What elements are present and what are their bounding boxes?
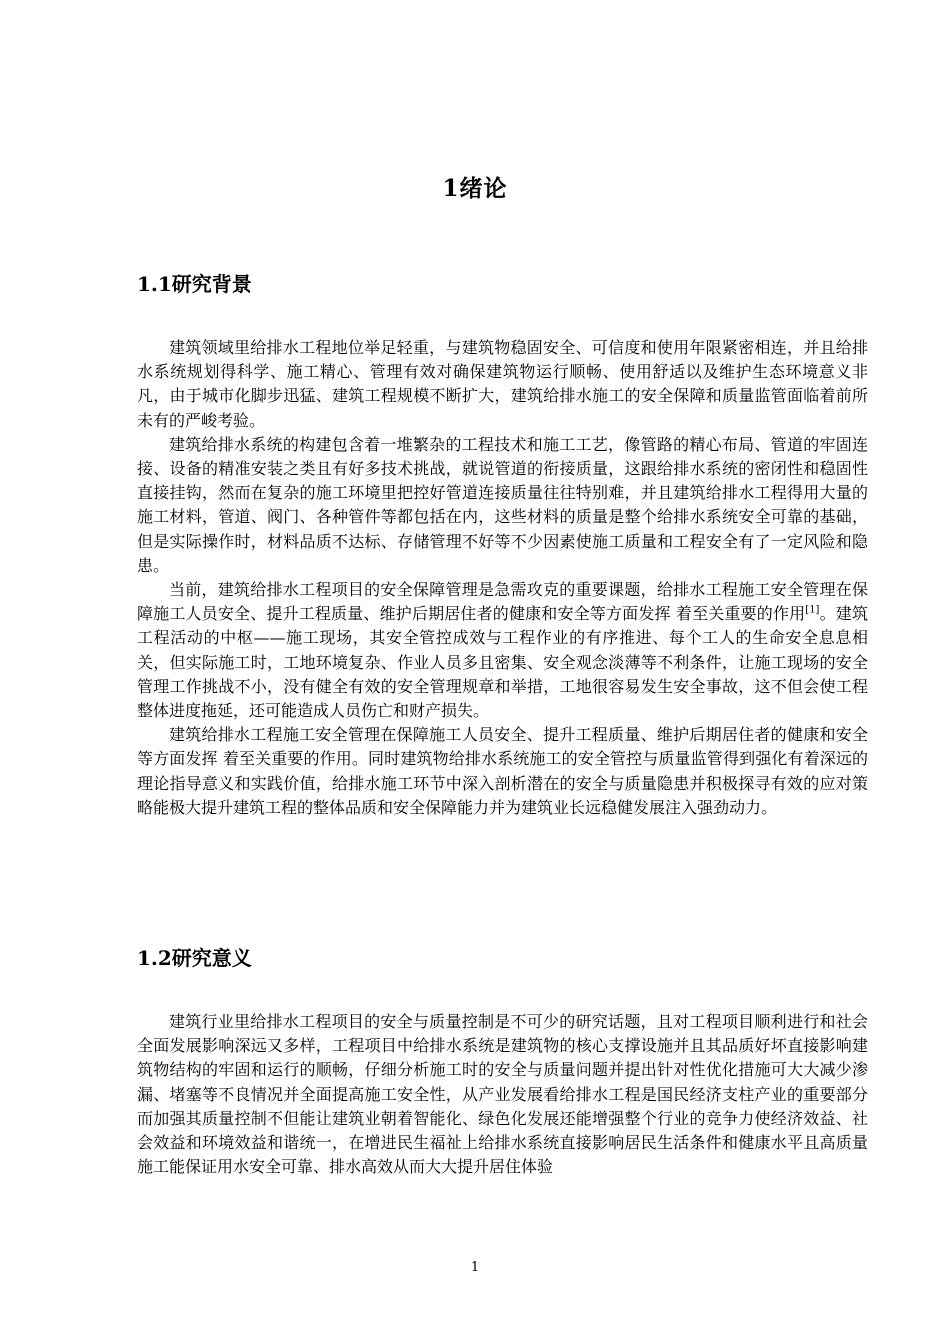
paragraph-text: 当前，建筑给排水工程项目的安全保障管理是急需攻克的重要课题，给排水工程施工安全管理在保障施工人员安全、提升工程质量、维护后期居住者的健康和安全等方面发挥 着至关重要的作用: [137, 580, 868, 624]
section-body-background: [137, 336, 868, 820]
citation-ref: [1]: [805, 604, 820, 616]
paragraph: 建筑给排水系统的构建包含着一堆繁杂的工程技术和施工工艺，像管路的精心布局、管道的牢固连接、设备的精准安装之类且有好多技术挑战，就说管道的衔接质量，这跟给排水系统的密闭性和稳固性直接挂钩，然而在复杂的施工环境里把控好管道连接质量往往特别难，并且建筑给排水工程得用大量的施工材料，管道、阀门、各种管件等都包括在内，这些材料的质量是整个给排水系统安全可靠的基础，但是实际操作时，材料品质不达标、存储管理不好等不少因素使施工质量和工程安全有了一定风险和隐患。: [137, 434, 868, 575]
paragraph: 建筑给排水工程施工安全管理在保障施工人员安全、提升工程质量、维护后期居住者的健康和安全等方面发挥 着至关重要的作用。同时建筑物给排水系统施工的安全管控与质量监管得到强化有着深远的理论指导意义和实践价值，给排水施工环节中深入剖析潜在的安全与质量隐患并积极探寻有效的应对策略能极大提升建筑工程的整体品质和安全保障能力并为建筑业长远稳健发展注入强劲动力。: [137, 725, 868, 817]
section-heading-significance: 1.2研究意义: [137, 946, 252, 970]
section-heading-background: 1.1研究背景: [137, 272, 252, 296]
chapter-title: 1绪论: [442, 175, 508, 202]
paragraph: 建筑领域里给排水工程地位举足轻重，与建筑物稳固安全、可信度和使用年限紧密相连，并且给排水系统规划得科学、施工精心、管理有效对确保建筑物运行顺畅、使用舒适以及维护生态环境意义非凡，由于城市化脚步迅猛、建筑工程规模不断扩大，建筑给排水施工的安全保障和质量监管面临着前所未有的严峻考验。: [137, 338, 868, 430]
paragraph-with-citation: [137, 578, 868, 723]
section-body-significance: [137, 1010, 868, 1179]
paragraph-text: 。建筑工程活动的中枢——施工现场，其安全管控成效与工程作业的有序推进、每个工人的生命安全息息相关，但实际施工时，工地环境复杂、作业人员多且密集、安全观念淡薄等不利条件，让施工现场的安全管理工作挑战不小，没有健全有效的安全管理规章和举措，工地很容易发生安全事故，这不但会使工程整体进度拖延，还可能造成人员伤亡和财产损失。: [137, 604, 868, 721]
page-number: 1: [470, 1260, 480, 1275]
paragraph: 建筑行业里给排水工程项目的安全与质量控制是不可少的研究话题，且对工程项目顺利进行和社会全面发展影响深远又多样，工程项目中给排水系统是建筑物的核心支撑设施并且其品质好坏直接影响建筑物结构的牢固和运行的顺畅，仔细分析施工时的安全与质量问题并提出针对性优化措施可大大减少渗漏、堵塞等不良情况并全面提高施工安全性，从产业发展看给排水工程是国民经济支柱产业的重要部分而加强其质量控制不但能让建筑业朝着智能化、绿色化发展还能增强整个行业的竞争力使经济效益、社会效益和环境效益和谐统一，在增进民生福祉上给排水系统直接影响居民生活条件和健康水平且高质量施工能保证用水安全可靠、排水高效从而大大提升居住体验: [137, 1012, 868, 1177]
